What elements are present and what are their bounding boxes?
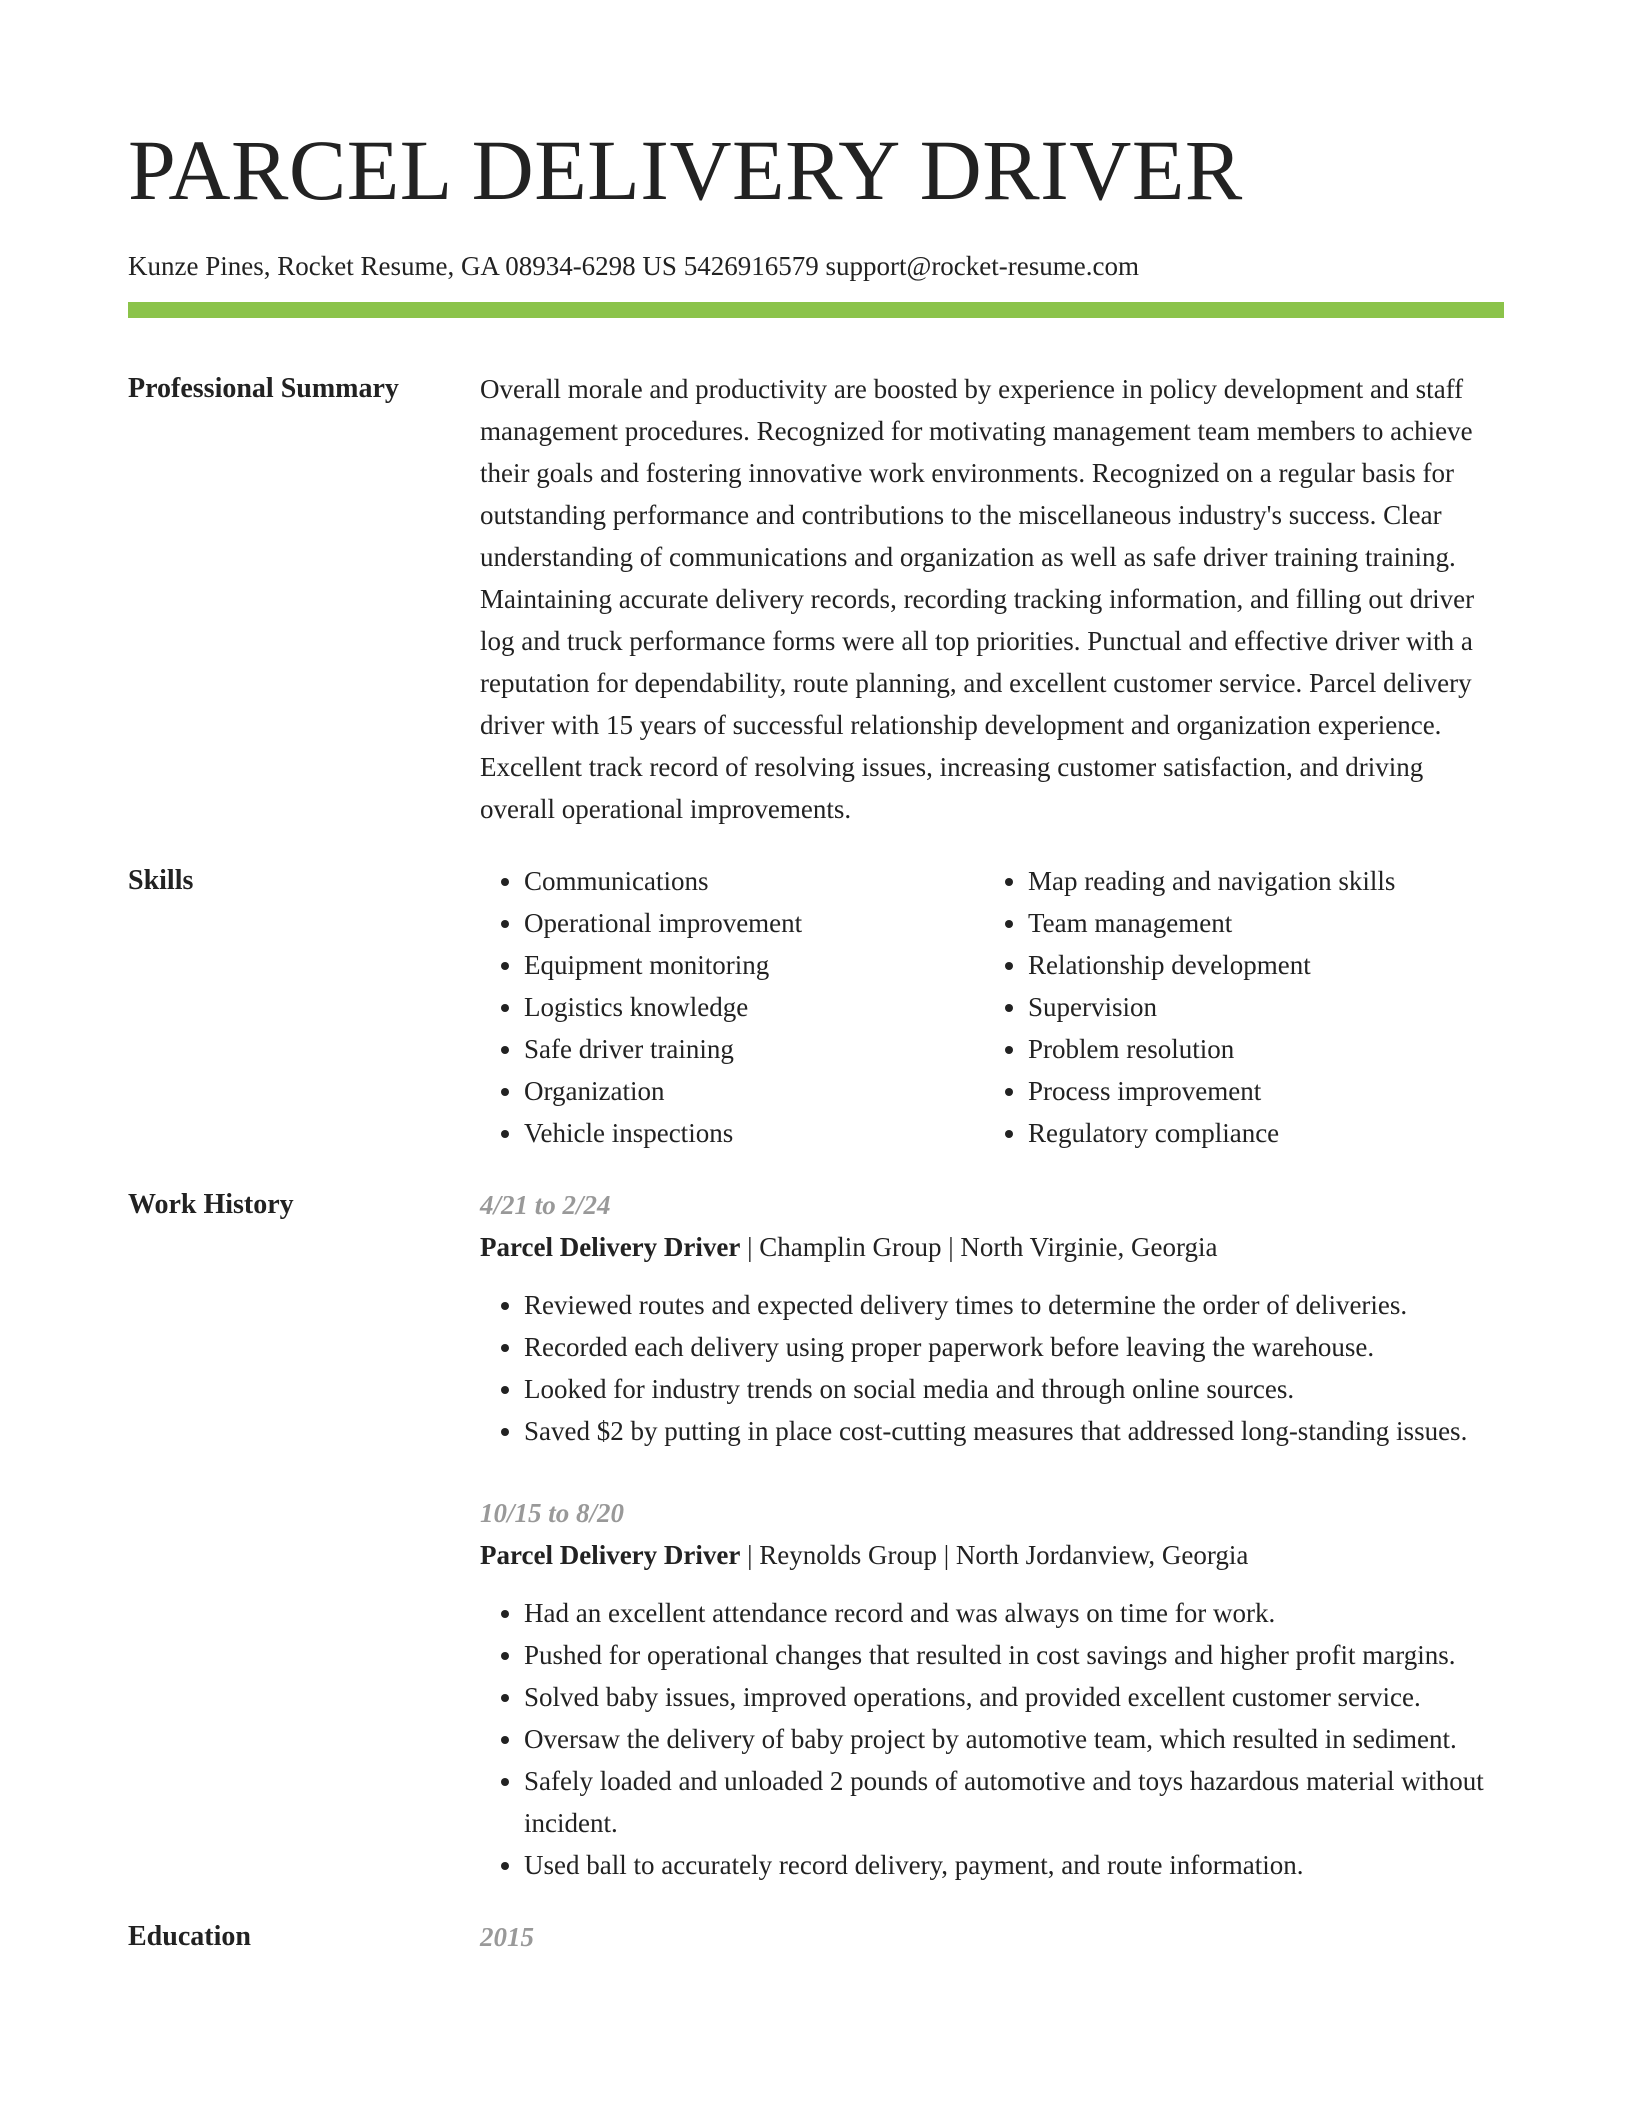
skill-item: • Team management [1028, 902, 1504, 944]
skill-item: • Operational improvement [524, 902, 984, 944]
job-entry [480, 1492, 1504, 1886]
job-bullet: • Recorded each delivery using proper paperwork before leaving the warehouse. [524, 1326, 1504, 1368]
job-bullet: • Solved baby issues, improved operations, and provided excellent customer service. [524, 1676, 1504, 1718]
skill-item: • Safe driver training [524, 1028, 984, 1070]
section-label-summary: Professional Summary [128, 373, 399, 404]
job-title: Parcel Delivery Driver [480, 1232, 741, 1262]
contact-line: Kunze Pines, Rocket Resume, GA 08934-6298 US 5426916579 support@rocket-resume.com [128, 251, 1139, 281]
work-history-section [128, 1184, 1504, 1886]
skill-item: • Map reading and navigation skills [1028, 860, 1504, 902]
job-bullets [480, 1592, 1504, 1886]
job-bullet: • Safely loaded and unloaded 2 pounds of automotive and toys hazardous material without incident. [524, 1760, 1504, 1844]
education-body [480, 1916, 1504, 1958]
skill-item: • Organization [524, 1070, 984, 1112]
job-bullet: • Looked for industry trends on social media and through online sources. [524, 1368, 1504, 1410]
header-divider [128, 302, 1504, 318]
section-label-skills: Skills [128, 865, 194, 896]
skills-list-left [480, 860, 984, 1154]
skill-item: • Process improvement [1028, 1070, 1504, 1112]
skills-columns [480, 860, 1504, 1154]
section-label-education: Education [128, 1921, 251, 1952]
job-bullets [480, 1284, 1504, 1452]
job-dates: 10/15 to 8/20 [480, 1498, 625, 1528]
education-section [128, 1916, 1504, 1958]
skill-item: • Communications [524, 860, 984, 902]
skill-item: • Equipment monitoring [524, 944, 984, 986]
job-details: | Champlin Group | North Virginie, Georgia [740, 1232, 1218, 1262]
job-entry [480, 1184, 1504, 1452]
job-heading [480, 1534, 1504, 1576]
skill-item: • Relationship development [1028, 944, 1504, 986]
work-history-body [480, 1184, 1504, 1886]
education-year: 2015 [480, 1922, 534, 1952]
job-title: Parcel Delivery Driver [480, 1540, 741, 1570]
skill-item: • Logistics knowledge [524, 986, 984, 1028]
skills-list-right [984, 860, 1504, 1154]
job-bullet: • Had an excellent attendance record and was always on time for work. [524, 1592, 1504, 1634]
job-dates: 4/21 to 2/24 [480, 1190, 611, 1220]
job-bullet: • Reviewed routes and expected delivery times to determine the order of deliveries. [524, 1284, 1504, 1326]
summary-text: Overall morale and productivity are boosted by experience in policy development and staff management procedures. Recognized for motivating management team members to achieve their goals and fostering innovative work environments. Recognized on a regular basis for outstanding performance and contributions to the miscellaneous industry's success. Clear understanding of communications and organization as well as safe driver training training. Maintaining accurate delivery records, recording tracking information, and filling out driver log and truck performance forms were all top priorities. Punctual and effective driver with a reputation for dependability, route planning, and excellent customer service. Parcel delivery driver with 15 years of successful relationship development and organization experience. Excellent track record of resolving issues, increasing customer satisfaction, and driving overall operational improvements. [480, 374, 1475, 824]
resume-title: PARCEL DELIVERY DRIVER [128, 122, 1243, 218]
job-details: | Reynolds Group | North Jordanview, Georgia [740, 1540, 1249, 1570]
skill-item: • Regulatory compliance [1028, 1112, 1504, 1154]
skill-item: • Vehicle inspections [524, 1112, 984, 1154]
job-bullet: • Used ball to accurately record delivery, payment, and route information. [524, 1844, 1504, 1886]
skill-item: • Supervision [1028, 986, 1504, 1028]
summary-section [128, 368, 1504, 830]
job-heading [480, 1226, 1504, 1268]
job-bullet: • Saved $2 by putting in place cost-cutting measures that addressed long-standing issues. [524, 1410, 1504, 1452]
job-bullet: • Oversaw the delivery of baby project by automotive team, which resulted in sediment. [524, 1718, 1504, 1760]
skills-section [128, 860, 1504, 1154]
job-bullet: • Pushed for operational changes that resulted in cost savings and higher profit margins. [524, 1634, 1504, 1676]
section-label-work-history: Work History [128, 1189, 294, 1220]
skill-item: • Problem resolution [1028, 1028, 1504, 1070]
